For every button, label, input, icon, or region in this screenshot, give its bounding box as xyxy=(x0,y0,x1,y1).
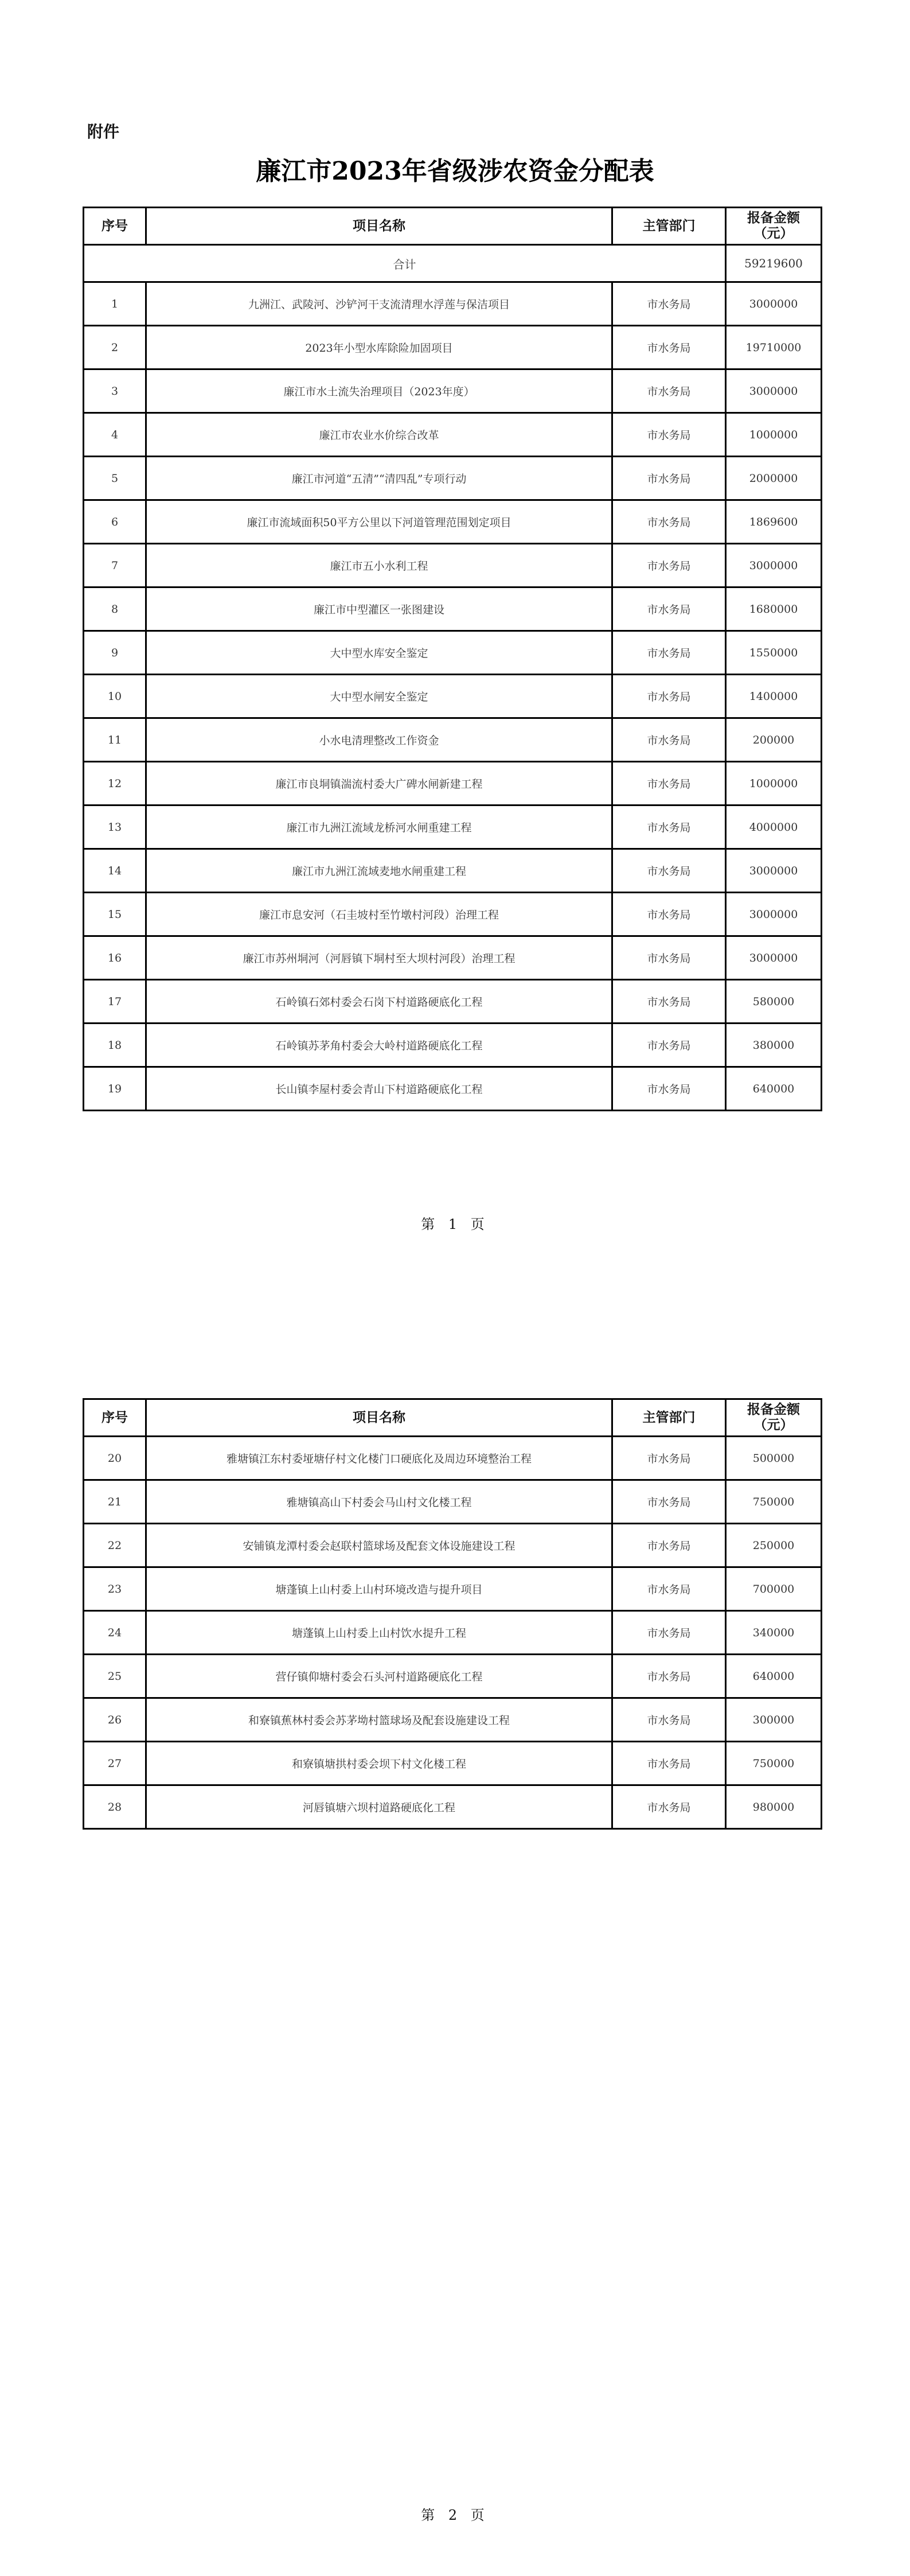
row-no: 19 xyxy=(84,1067,146,1111)
document-title: 廉江市2023年省级涉农资金分配表 xyxy=(256,157,654,186)
row-no: 23 xyxy=(84,1567,146,1611)
table-row xyxy=(84,1067,822,1111)
header-amount xyxy=(726,208,822,245)
row-department: 市水务局 xyxy=(612,1480,726,1524)
table-row xyxy=(84,806,822,849)
header-amount xyxy=(726,1399,822,1437)
row-amount: 4000000 xyxy=(726,806,822,849)
table-row xyxy=(84,1698,822,1742)
row-no: 8 xyxy=(84,587,146,631)
table-row xyxy=(84,326,822,369)
row-no: 2 xyxy=(84,326,146,369)
row-project-name: 九洲江、武陵河、沙铲河干支流清理水浮莲与保洁项目 xyxy=(146,282,612,326)
table-row xyxy=(84,1785,822,1829)
row-project-name: 大中型水库安全鉴定 xyxy=(146,631,612,675)
row-department: 市水务局 xyxy=(612,1567,726,1611)
row-project-name: 廉江市中型灌区一张图建设 xyxy=(146,587,612,631)
row-project-name: 塘蓬镇上山村委上山村饮水提升工程 xyxy=(146,1611,612,1655)
row-department: 市水务局 xyxy=(612,718,726,762)
row-project-name: 安铺镇龙潭村委会赵联村篮球场及配套文体设施建设工程 xyxy=(146,1524,612,1567)
row-project-name: 雅塘镇高山下村委会马山村文化楼工程 xyxy=(146,1480,612,1524)
table-row xyxy=(84,587,822,631)
header-name: 项目名称 xyxy=(146,1399,612,1437)
row-department: 市水务局 xyxy=(612,762,726,806)
table-row xyxy=(84,1611,822,1655)
row-amount: 500000 xyxy=(726,1437,822,1480)
row-no: 28 xyxy=(84,1785,146,1829)
row-project-name: 塘蓬镇上山村委上山村环境改造与提升项目 xyxy=(146,1567,612,1611)
row-project-name: 小水电清理整改工作资金 xyxy=(146,718,612,762)
row-amount: 750000 xyxy=(726,1742,822,1785)
row-no: 1 xyxy=(84,282,146,326)
row-amount: 3000000 xyxy=(726,369,822,413)
row-no: 6 xyxy=(84,500,146,544)
table-row xyxy=(84,1437,822,1480)
header-dept: 主管部门 xyxy=(612,208,726,245)
row-amount: 250000 xyxy=(726,1524,822,1567)
row-no: 22 xyxy=(84,1524,146,1567)
row-project-name: 大中型水闸安全鉴定 xyxy=(146,675,612,718)
allocation-table-page-2 xyxy=(83,1398,822,1830)
row-department: 市水务局 xyxy=(612,675,726,718)
row-department: 市水务局 xyxy=(612,1698,726,1742)
row-department: 市水务局 xyxy=(612,936,726,980)
row-no: 11 xyxy=(84,718,146,762)
header-dept: 主管部门 xyxy=(612,1399,726,1437)
row-amount: 1869600 xyxy=(726,500,822,544)
row-project-name: 廉江市良垌镇湍流村委大广碑水闸新建工程 xyxy=(146,762,612,806)
row-department: 市水务局 xyxy=(612,457,726,500)
row-amount: 750000 xyxy=(726,1480,822,1524)
row-no: 12 xyxy=(84,762,146,806)
row-department: 市水务局 xyxy=(612,806,726,849)
allocation-table-page-1 xyxy=(83,207,822,1111)
header-amount-line2: （元） xyxy=(753,226,794,241)
total-row xyxy=(84,245,822,282)
total-label: 合计 xyxy=(84,245,726,282)
row-project-name: 雅塘镇江东村委垭塘仔村文化楼门口硬底化及周边环境整治工程 xyxy=(146,1437,612,1480)
row-project-name: 廉江市五小水利工程 xyxy=(146,544,612,587)
row-no: 16 xyxy=(84,936,146,980)
row-department: 市水务局 xyxy=(612,369,726,413)
row-no: 18 xyxy=(84,1024,146,1067)
row-department: 市水务局 xyxy=(612,282,726,326)
table-row xyxy=(84,500,822,544)
row-project-name: 廉江市九洲江流域麦地水闸重建工程 xyxy=(146,849,612,893)
table-row xyxy=(84,762,822,806)
row-no: 3 xyxy=(84,369,146,413)
row-no: 17 xyxy=(84,980,146,1024)
header-name: 项目名称 xyxy=(146,208,612,245)
table-row xyxy=(84,849,822,893)
header-amount-line1: 报备金额 xyxy=(747,211,800,225)
header-no: 序号 xyxy=(84,208,146,245)
table-row xyxy=(84,1480,822,1524)
table-row xyxy=(84,675,822,718)
row-project-name: 廉江市水土流失治理项目（2023年度） xyxy=(146,369,612,413)
table-row xyxy=(84,1742,822,1785)
row-amount: 700000 xyxy=(726,1567,822,1611)
row-department: 市水务局 xyxy=(612,893,726,936)
row-amount: 640000 xyxy=(726,1655,822,1698)
row-department: 市水务局 xyxy=(612,1024,726,1067)
row-no: 20 xyxy=(84,1437,146,1480)
table-header-row xyxy=(84,1399,822,1437)
row-amount: 3000000 xyxy=(726,282,822,326)
row-department: 市水务局 xyxy=(612,326,726,369)
row-amount: 1000000 xyxy=(726,413,822,457)
row-department: 市水务局 xyxy=(612,1524,726,1567)
row-project-name: 石岭镇苏茅角村委会大岭村道路硬底化工程 xyxy=(146,1024,612,1067)
table-row xyxy=(84,1655,822,1698)
row-project-name: 长山镇李屋村委会青山下村道路硬底化工程 xyxy=(146,1067,612,1111)
row-department: 市水务局 xyxy=(612,500,726,544)
row-project-name: 和寮镇塘拱村委会坝下村文化楼工程 xyxy=(146,1742,612,1785)
page-number-1: 第 1 页 xyxy=(421,1216,489,1232)
row-project-name: 廉江市息安河（石圭坡村至竹墩村河段）治理工程 xyxy=(146,893,612,936)
row-no: 15 xyxy=(84,893,146,936)
row-no: 9 xyxy=(84,631,146,675)
row-amount: 640000 xyxy=(726,1067,822,1111)
row-project-name: 营仔镇仰塘村委会石头河村道路硬底化工程 xyxy=(146,1655,612,1698)
row-project-name: 廉江市九洲江流域龙桥河水闸重建工程 xyxy=(146,806,612,849)
row-department: 市水务局 xyxy=(612,413,726,457)
row-project-name: 河唇镇塘六坝村道路硬底化工程 xyxy=(146,1785,612,1829)
table-row xyxy=(84,413,822,457)
row-no: 21 xyxy=(84,1480,146,1524)
row-department: 市水务局 xyxy=(612,1067,726,1111)
row-no: 26 xyxy=(84,1698,146,1742)
table-row xyxy=(84,544,822,587)
row-project-name: 廉江市河道“五清”“清四乱”专项行动 xyxy=(146,457,612,500)
row-amount: 3000000 xyxy=(726,849,822,893)
row-no: 4 xyxy=(84,413,146,457)
table-row xyxy=(84,1524,822,1567)
row-amount: 1550000 xyxy=(726,631,822,675)
row-amount: 19710000 xyxy=(726,326,822,369)
row-department: 市水务局 xyxy=(612,1785,726,1829)
row-no: 13 xyxy=(84,806,146,849)
table-row xyxy=(84,1024,822,1067)
row-department: 市水务局 xyxy=(612,1742,726,1785)
row-amount: 340000 xyxy=(726,1611,822,1655)
row-amount: 2000000 xyxy=(726,457,822,500)
row-project-name: 2023年小型水库除险加固项目 xyxy=(146,326,612,369)
row-amount: 300000 xyxy=(726,1698,822,1742)
row-department: 市水务局 xyxy=(612,587,726,631)
row-department: 市水务局 xyxy=(612,1611,726,1655)
row-project-name: 廉江市流域面积50平方公里以下河道管理范围划定项目 xyxy=(146,500,612,544)
page-number-2: 第 2 页 xyxy=(421,2507,489,2523)
row-department: 市水务局 xyxy=(612,849,726,893)
row-project-name: 廉江市农业水价综合改革 xyxy=(146,413,612,457)
row-amount: 580000 xyxy=(726,980,822,1024)
row-department: 市水务局 xyxy=(612,631,726,675)
table-row xyxy=(84,282,822,326)
row-project-name: 和寮镇蕉林村委会苏茅坳村篮球场及配套设施建设工程 xyxy=(146,1698,612,1742)
row-project-name: 石岭镇石郊村委会石岗下村道路硬底化工程 xyxy=(146,980,612,1024)
row-amount: 980000 xyxy=(726,1785,822,1829)
row-department: 市水务局 xyxy=(612,1437,726,1480)
header-amount-line2: （元） xyxy=(753,1418,794,1433)
header-amount-line1: 报备金额 xyxy=(747,1402,800,1417)
row-amount: 1000000 xyxy=(726,762,822,806)
header-no: 序号 xyxy=(84,1399,146,1437)
row-department: 市水务局 xyxy=(612,1655,726,1698)
table-row xyxy=(84,936,822,980)
row-project-name: 廉江市苏州垌河（河唇镇下垌村至大坝村河段）治理工程 xyxy=(146,936,612,980)
table-row xyxy=(84,718,822,762)
row-no: 27 xyxy=(84,1742,146,1785)
table-row xyxy=(84,893,822,936)
row-department: 市水务局 xyxy=(612,544,726,587)
table-row xyxy=(84,980,822,1024)
table-row xyxy=(84,369,822,413)
row-no: 5 xyxy=(84,457,146,500)
row-amount: 380000 xyxy=(726,1024,822,1067)
row-no: 25 xyxy=(84,1655,146,1698)
table-row xyxy=(84,1567,822,1611)
attachment-label: 附件 xyxy=(87,122,120,141)
row-amount: 3000000 xyxy=(726,893,822,936)
row-amount: 3000000 xyxy=(726,936,822,980)
table-row xyxy=(84,631,822,675)
row-no: 24 xyxy=(84,1611,146,1655)
row-amount: 1680000 xyxy=(726,587,822,631)
row-no: 10 xyxy=(84,675,146,718)
table-row xyxy=(84,457,822,500)
row-amount: 1400000 xyxy=(726,675,822,718)
row-no: 14 xyxy=(84,849,146,893)
row-no: 7 xyxy=(84,544,146,587)
row-amount: 3000000 xyxy=(726,544,822,587)
table-header-row xyxy=(84,208,822,245)
total-amount: 59219600 xyxy=(726,245,822,282)
row-department: 市水务局 xyxy=(612,980,726,1024)
row-amount: 200000 xyxy=(726,718,822,762)
